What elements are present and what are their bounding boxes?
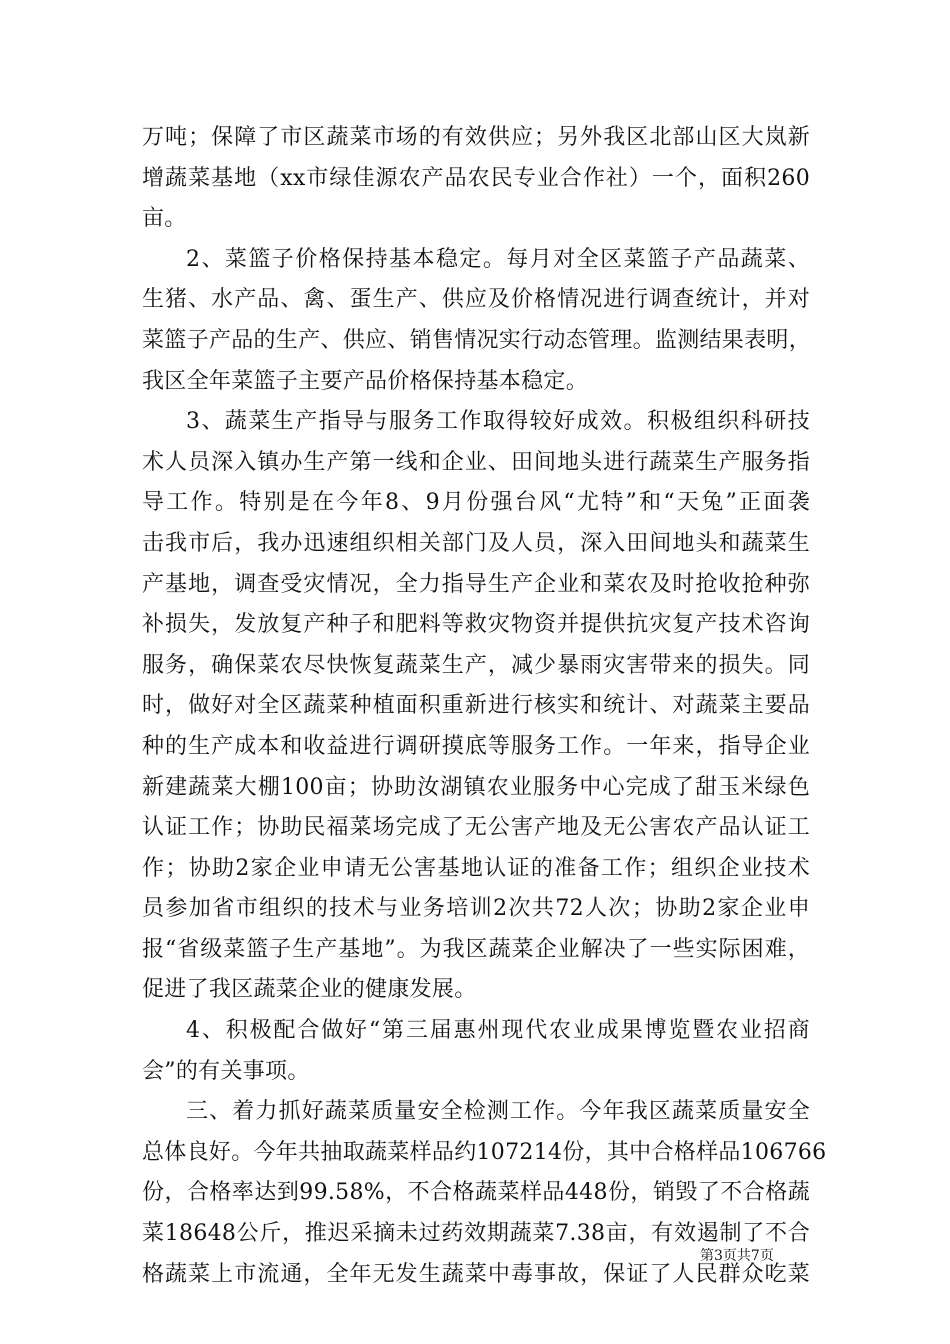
text-line: 作；协助2家企业申请无公害基地认证的准备工作；组织企业技术 [142, 855, 810, 881]
text-line: 术人员深入镇办生产第一线和企业、田间地头进行蔬菜生产服务指 [142, 449, 810, 475]
text-line: 促进了我区蔬菜企业的健康发展。 [142, 977, 477, 1003]
text-line: 2、菜篮子价格保持基本稳定。每月对全区菜篮子产品蔬菜、 [186, 246, 810, 272]
text-line: 服务，确保菜农尽快恢复蔬菜生产，减少暴雨灾害带来的损失。同 [142, 652, 810, 678]
text-line: 我区全年菜篮子主要产品价格保持基本稳定。 [142, 368, 589, 394]
text-line: 导工作。特别是在今年8、9月份强台风“尤特”和“天兔”正面袭 [142, 490, 810, 516]
text-line: 3、蔬菜生产指导与服务工作取得较好成效。积极组织科研技 [186, 409, 810, 435]
text-line: 生猪、水产品、禽、蛋生产、供应及价格情况进行调查统计，并对 [142, 287, 810, 313]
text-line: 会”的有关事项。 [142, 1058, 310, 1084]
text-line: 格蔬菜上市流通，全年无发生蔬菜中毒事故，保证了人民群众吃菜 [142, 1261, 810, 1287]
text-line: 增蔬菜基地（xx市绿佳源农产品农民专业合作社）一个，面积260 [142, 165, 810, 191]
text-line: 时，做好对全区蔬菜种植面积重新进行核实和统计、对蔬菜主要品 [142, 693, 810, 719]
text-line: 菜篮子产品的生产、供应、销售情况实行动态管理。监测结果表明， [142, 327, 812, 353]
text-line: 报“省级菜篮子生产基地”。为我区蔬菜企业解决了一些实际困难， [142, 936, 810, 962]
document-body [142, 118, 827, 1295]
text-line: 三、着力抓好蔬菜质量安全检测工作。今年我区蔬菜质量安全 [186, 1099, 810, 1125]
text-line: 员参加省市组织的技术与业务培训2次共72人次；协助2家企业申 [142, 896, 810, 922]
text-line: 认证工作；协助民福菜场完成了无公害产地及无公害农产品认证工 [142, 815, 810, 841]
page-number-footer: 第3页共7页 [700, 1248, 774, 1264]
text-line: 菜18648公斤，推迟采摘未过药效期蔬菜7.38亩，有效遏制了不合 [142, 1221, 810, 1247]
text-line: 总体良好。今年共抽取蔬菜样品约107214份，其中合格样品106766 [142, 1139, 827, 1165]
text-line: 产基地，调查受灾情况，全力指导生产企业和菜农及时抢收抢种弥 [142, 571, 810, 597]
text-line: 补损失，发放复产种子和肥料等救灾物资并提供抗灾复产技术咨询 [142, 612, 810, 638]
text-line: 万吨；保障了市区蔬菜市场的有效供应；另外我区北部山区大岚新 [142, 125, 810, 150]
text-line: 击我市后，我办迅速组织相关部门及人员，深入田间地头和蔬菜生 [142, 530, 810, 556]
text-line: 种的生产成本和收益进行调研摸底等服务工作。一年来，指导企业 [142, 733, 810, 759]
paragraph [142, 118, 810, 240]
paragraph [142, 1011, 810, 1092]
paragraph [142, 240, 810, 402]
text-line: 4、积极配合做好“第三届惠州现代农业成果博览暨农业招商 [186, 1018, 810, 1044]
text-line: 份，合格率达到99.58%，不合格蔬菜样品448份，销毁了不合格蔬 [142, 1180, 810, 1206]
paragraph [142, 402, 810, 1011]
text-line: 亩。 [142, 206, 187, 232]
text-line: 新建蔬菜大棚100亩；协助汝湖镇农业服务中心完成了甜玉米绿色 [142, 774, 810, 800]
